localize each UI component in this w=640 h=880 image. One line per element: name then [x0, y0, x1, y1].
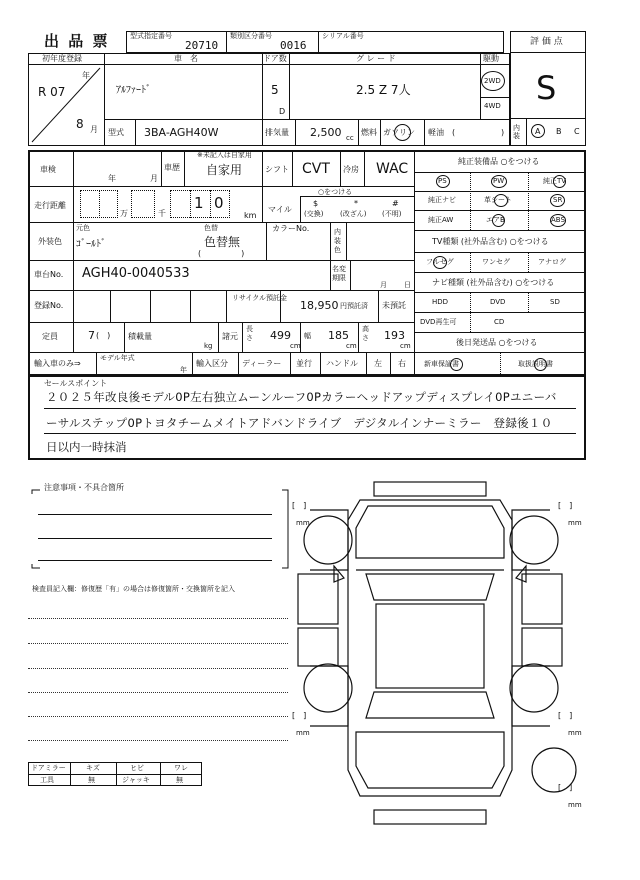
divider	[38, 560, 272, 561]
divider	[292, 150, 293, 186]
divider	[226, 290, 227, 322]
divider	[266, 222, 267, 260]
mile-opt3-label: (不明)	[382, 210, 402, 218]
mm-rl: mm	[296, 729, 310, 737]
divider	[300, 196, 301, 222]
later-warranty-circle	[450, 358, 463, 371]
fuel-label: 燃料	[361, 128, 377, 137]
divider	[226, 31, 227, 53]
bracket-fl: [ ]	[292, 501, 307, 510]
model-label: 型式	[108, 128, 124, 137]
paint-value: 色替無	[204, 235, 241, 249]
form-title: 出 品 票	[44, 32, 110, 50]
grade-value: 2.5 Z 7人	[356, 83, 411, 97]
cc-unit: cc	[346, 134, 354, 142]
divider	[390, 352, 391, 376]
opt-abs: ABS	[551, 216, 565, 224]
opt-pw: PW	[493, 177, 505, 185]
mm-rr: mm	[568, 729, 582, 737]
opt-tv-circle	[553, 175, 566, 188]
divider	[290, 352, 291, 376]
history-value: 自家用	[206, 163, 243, 177]
divider	[160, 762, 161, 786]
name-change-day: 日	[404, 281, 411, 289]
year-unit: 年	[82, 71, 90, 80]
divider	[44, 433, 576, 434]
chassis-value: AGH40-0040533	[82, 266, 190, 281]
height-unit: cm	[400, 342, 411, 350]
circle-note: ○をつける	[318, 188, 353, 196]
reg-label: 登録No.	[34, 301, 64, 310]
doors-label: ドア数	[263, 54, 287, 63]
divider	[116, 762, 117, 786]
divider	[366, 352, 367, 376]
divider	[414, 230, 586, 231]
divider	[28, 643, 288, 644]
divider	[28, 352, 586, 353]
divider	[526, 118, 527, 146]
later-warranty: 新車保証書	[424, 360, 459, 368]
opt-ps: PS	[438, 177, 447, 185]
divider	[110, 290, 111, 322]
divider	[210, 190, 211, 218]
divider	[38, 538, 272, 539]
divider	[414, 332, 586, 333]
width-unit: cm	[346, 342, 357, 350]
km-unit: km	[244, 211, 257, 220]
capacity-value: 7	[88, 329, 95, 342]
opt-navi: 純正ナビ	[428, 196, 456, 204]
divider	[318, 31, 319, 53]
divider	[28, 322, 414, 323]
paren-l: (	[452, 128, 456, 137]
sales-label: セールスポイント	[44, 379, 108, 388]
mileage-digit-2: 0	[214, 194, 224, 212]
ac-value: WAC	[376, 161, 409, 177]
divider	[480, 97, 510, 98]
divider	[414, 252, 586, 253]
mile-opt1-label: (交換)	[304, 210, 324, 218]
fuel-circle	[394, 124, 411, 141]
handle-label: ハンドル	[326, 359, 358, 368]
name-change-label: 名変期限	[332, 265, 346, 282]
model-year-label: モデル年式	[100, 354, 135, 362]
history-note: ※未記入は自家用	[197, 151, 252, 159]
width-label: 幅	[304, 332, 311, 340]
opt-aw: 純正AW	[428, 216, 454, 224]
divider	[330, 260, 331, 290]
interior-a: A	[535, 127, 541, 136]
divider	[99, 190, 100, 218]
legend-tools: 工具	[40, 776, 54, 784]
divider	[28, 774, 202, 775]
divider	[414, 191, 586, 192]
mile-opt3-symbol: #	[392, 199, 399, 208]
history-label: 車歴	[164, 163, 180, 172]
divider	[470, 172, 471, 230]
navi-cd: CD	[494, 318, 505, 326]
inspection-label: 車検	[40, 165, 56, 174]
opt-leather: 革シート	[484, 196, 512, 204]
divider	[424, 119, 425, 146]
fuel-value: ガソリン	[383, 128, 415, 137]
divider	[330, 222, 331, 260]
recycle-unit: 円預託済	[340, 302, 368, 310]
model-year-unit: 年	[180, 366, 187, 374]
legend-crack: ヒビ	[130, 764, 144, 772]
car-diagram	[290, 470, 590, 840]
mm-fl: mm	[296, 519, 310, 527]
divider	[358, 119, 359, 146]
category-value: 0016	[280, 39, 307, 52]
divider	[218, 322, 219, 352]
opt-airbag: エアB	[486, 216, 505, 224]
divider	[289, 53, 290, 119]
parallel-option: 並行	[296, 359, 312, 368]
divider	[364, 150, 365, 186]
shift-value: CVT	[302, 161, 330, 177]
bracket-rr: [ ]	[558, 711, 573, 720]
car-name-label: 車 名	[174, 54, 198, 63]
tv-analog: アナログ	[538, 258, 566, 266]
category-label: 類別区分番号	[230, 32, 272, 40]
later-manual: 取扱説明書	[518, 360, 553, 368]
recycle-value: 18,950	[300, 299, 339, 312]
legend-door-mirror: ドアミラー	[31, 764, 66, 772]
divider	[320, 352, 321, 376]
tv-fullseg: フルセグ	[426, 258, 454, 266]
kg-unit: kg	[204, 342, 213, 350]
divider	[414, 172, 586, 173]
serial-label: シリアル番号	[322, 32, 364, 40]
tv-oneseg: ワンセグ	[482, 258, 510, 266]
length-value: 499	[270, 329, 291, 342]
later-manual-circle	[534, 358, 547, 371]
divider	[38, 514, 272, 515]
load-label: 積載量	[128, 332, 152, 341]
orig-color-value: ｺﾞｰﾙﾄﾞ	[76, 239, 106, 250]
divider	[470, 292, 471, 332]
divider	[28, 716, 288, 717]
mileage-digit-box	[131, 190, 155, 218]
model-cert-value: 20710	[185, 39, 219, 52]
divider	[135, 119, 136, 146]
divider	[510, 118, 586, 119]
interior-b: B	[556, 127, 562, 136]
navi-sd: SD	[550, 298, 560, 306]
opt-airbag-circle	[492, 214, 505, 227]
divider	[346, 222, 347, 260]
model-cert-label: 型式指定番号	[130, 32, 172, 40]
divider	[96, 352, 97, 376]
displacement-value: 2,500	[310, 126, 342, 139]
length-unit: cm	[290, 342, 301, 350]
divider	[340, 150, 341, 186]
interior-circle	[531, 124, 545, 138]
divider	[380, 119, 381, 146]
divider	[124, 322, 125, 352]
divider	[280, 290, 281, 322]
divider	[262, 150, 263, 186]
divider	[28, 186, 414, 187]
legend-jack: ジャッキ	[122, 776, 150, 784]
grade-label: グ レ ー ド	[356, 54, 396, 63]
bracket-fr: [ ]	[558, 501, 573, 510]
navi-dvd-play: DVD再生可	[420, 318, 457, 326]
handle-right: 右	[398, 359, 406, 368]
divider	[358, 322, 359, 352]
model-value: 3BA-AGH40W	[144, 126, 219, 139]
car-name: ｱﾙﾌｧｰﾄﾞ	[116, 85, 151, 96]
interior-label: 内装	[513, 124, 520, 140]
mm-fr: mm	[568, 519, 582, 527]
paren-r: )	[501, 128, 505, 137]
later-title: 後日発送品 ○をつける	[456, 338, 538, 347]
mile-opt2-symbol: *	[354, 199, 358, 208]
legend-jack-value: 無	[176, 776, 183, 784]
bracket-spare: [ ]	[558, 783, 573, 792]
divider	[28, 692, 288, 693]
bracket-rl: [ ]	[292, 711, 307, 720]
divider	[300, 322, 301, 352]
legend-dent: ワレ	[174, 764, 188, 772]
opt-sr: SR	[553, 196, 563, 204]
divider	[528, 172, 529, 230]
mile-opt1-symbol: $	[313, 199, 319, 208]
recycle-label: リサイクル預託金	[232, 294, 288, 302]
divider	[150, 290, 151, 322]
drive-circle	[481, 71, 505, 91]
legend-scratch: キズ	[86, 764, 100, 772]
interior-c: C	[574, 127, 580, 136]
divider	[73, 150, 74, 352]
import-type-label: 輸入区分	[196, 359, 228, 368]
divider	[190, 290, 191, 322]
divider	[300, 196, 414, 197]
drive-4wd: 4WD	[484, 102, 501, 110]
divider	[104, 119, 510, 120]
dealer-option: ディーラー	[242, 359, 282, 368]
recycle-no: 未預託	[382, 301, 406, 310]
mile-opt2-label: (改ざん)	[340, 210, 367, 218]
inspector-note: 検査員記入欄：修復歴「有」の場合は修復箇所・交換箇所を記入	[32, 585, 235, 593]
chassis-label: 車台No.	[34, 270, 64, 279]
divider	[378, 290, 379, 322]
navi-title: ナビ種類 (社外品含む) ○をつける	[432, 278, 555, 287]
divider	[192, 352, 193, 376]
divider	[262, 186, 263, 222]
divider	[414, 312, 586, 313]
dims-label: 諸元	[222, 332, 238, 341]
opt-sr-circle	[550, 194, 565, 207]
capacity-label: 定員	[42, 332, 58, 341]
divider	[470, 252, 471, 272]
divider	[28, 290, 414, 291]
tv-fullseg-circle	[433, 256, 447, 269]
navi-hdd: HDD	[432, 298, 449, 306]
divider	[510, 52, 586, 53]
notes-title: 注意事項・不具合箇所	[44, 483, 124, 492]
drive-label: 駆動	[483, 54, 499, 63]
door-count: 5	[271, 83, 279, 97]
shift-label: シフト	[265, 165, 289, 174]
first-reg-era: R 07	[38, 85, 66, 99]
divider	[414, 210, 586, 211]
length-label: 長さ	[246, 325, 253, 342]
mm-spare: mm	[568, 801, 582, 809]
color-label: 外装色	[38, 237, 62, 246]
door-type: D	[279, 107, 286, 116]
handle-left: 左	[374, 359, 382, 368]
header-box	[126, 31, 504, 53]
divider	[184, 150, 185, 186]
divider	[414, 272, 586, 273]
color-no-label: カラーNo.	[272, 224, 310, 233]
opt-pw-circle	[491, 175, 507, 188]
opt-ps-circle	[436, 175, 450, 188]
divider	[500, 352, 501, 376]
light-oil-label: 軽油	[428, 128, 444, 137]
tv-title: TV種類 (社外品含む) ○をつける	[432, 237, 549, 246]
divider	[70, 762, 71, 786]
displacement-label: 排気量	[265, 128, 289, 137]
divider	[528, 252, 529, 272]
divider	[238, 352, 239, 376]
inspection-month: 月	[150, 174, 158, 183]
paint-paren: ( )	[198, 249, 245, 258]
rating-label: 評 価 点	[530, 37, 563, 47]
divider	[28, 740, 288, 741]
divider	[350, 260, 351, 290]
first-reg-label: 初年度登録	[42, 54, 82, 63]
divider	[28, 668, 288, 669]
interior-color-label: 内装色	[334, 228, 341, 254]
rating-value: S	[536, 69, 557, 107]
sales-line-1: ２０２５年改良後モデル0P左右独立ムーンルーフ0Pカラーヘッドアップディスプレイ0Pユニーバ	[46, 390, 557, 404]
divider	[528, 292, 529, 312]
month-unit: 月	[90, 125, 98, 134]
divider	[480, 53, 481, 119]
paint-label: 色替	[204, 224, 218, 232]
man-unit: 万	[120, 209, 128, 218]
sen-unit: 千	[158, 209, 166, 218]
divider	[104, 53, 105, 146]
import-label: 輸入車のみ⇒	[34, 359, 81, 368]
divider	[262, 119, 263, 146]
sales-line-3: 日以内一時抹消	[46, 440, 127, 454]
divider	[414, 292, 586, 293]
divider	[242, 322, 243, 352]
navi-dvd: DVD	[490, 298, 506, 306]
first-reg-month: 8	[76, 117, 84, 131]
divider	[28, 618, 288, 619]
mileage-digit-1: 1	[194, 194, 204, 212]
height-value: 193	[384, 329, 405, 342]
mile-label: マイル	[268, 205, 292, 214]
drive-2wd: 2WD	[484, 77, 501, 85]
divider	[44, 408, 576, 409]
opt-tv: 純正TV	[543, 177, 567, 185]
capacity-paren: ( )	[96, 331, 111, 340]
divider	[414, 150, 415, 376]
equip-title: 純正装備品 ○をつける	[458, 157, 540, 166]
opt-leather-circle	[494, 194, 508, 207]
legend-tools-value: 無	[88, 776, 95, 784]
divider	[190, 190, 191, 218]
divider	[295, 119, 296, 146]
name-change-month: 月	[380, 281, 387, 289]
divider	[161, 150, 162, 186]
inspection-year: 年	[108, 174, 116, 183]
divider	[28, 260, 414, 261]
mileage-label: 走行距離	[34, 201, 66, 210]
height-label: 高さ	[362, 325, 369, 342]
orig-color-label: 元色	[76, 224, 90, 232]
divider	[28, 222, 414, 223]
ac-label: 冷房	[343, 165, 359, 174]
opt-abs-circle	[550, 214, 566, 227]
sales-line-2: ーサルステップ0Pトヨタチームメイトアドバンドライブ デジタルインナーミラー 登録後１０	[46, 416, 553, 430]
width-value: 185	[328, 329, 349, 342]
